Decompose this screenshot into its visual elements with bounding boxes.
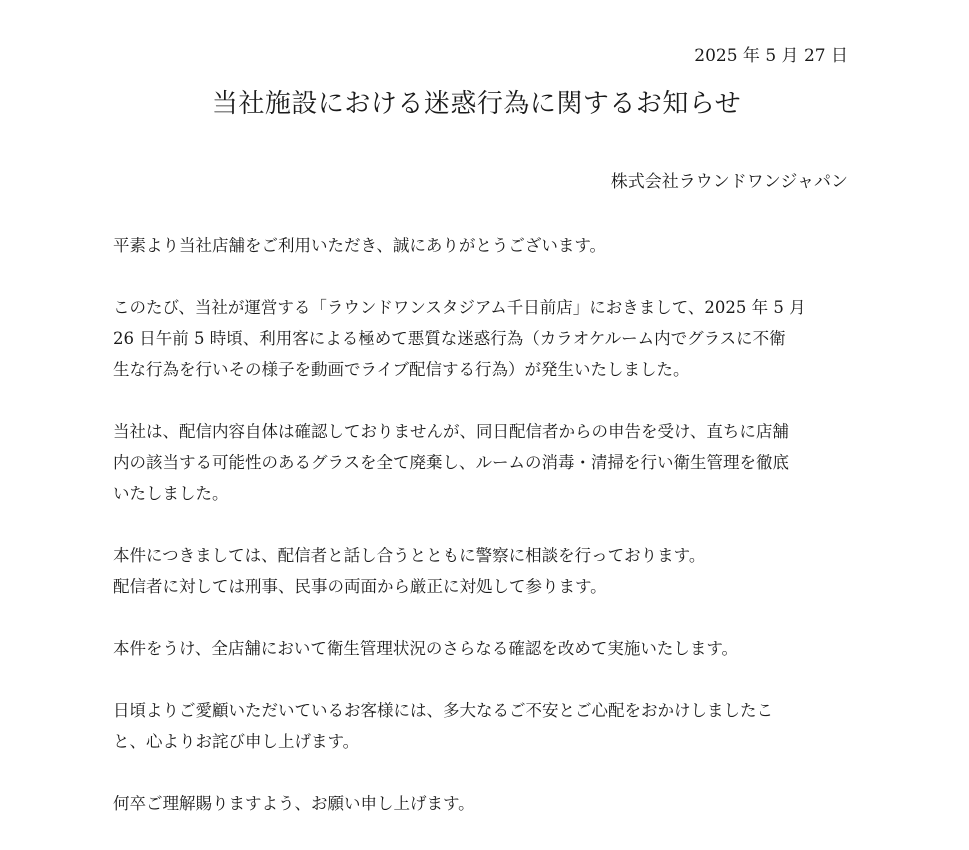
paragraph-response bbox=[113, 416, 858, 509]
text-line: 当社は、配信内容自体は確認しておりませんが、同日配信者からの申告を受け、直ちに店舗 bbox=[113, 422, 789, 441]
paragraph-legal bbox=[113, 540, 858, 602]
notice-title: 当社施設における迷惑行為に関するお知らせ bbox=[211, 89, 742, 119]
notice-date: 2025 年 5 月 27 日 bbox=[694, 46, 848, 66]
paragraph-incident bbox=[113, 292, 858, 385]
text-line: 生な行為を行いその様子を動画でライブ配信する行為）が発生いたしました。 bbox=[113, 360, 690, 379]
text-line: このたび、当社が運営する「ラウンドワンスタジアム千日前店」におきまして、2025 年 5 月 bbox=[113, 298, 806, 317]
paragraph-closing bbox=[113, 788, 858, 819]
text-line: 平素より当社店舗をご利用いただき、誠にありがとうございます。 bbox=[113, 236, 607, 255]
text-line: いたしました。 bbox=[113, 484, 229, 503]
text-line: 本件をうけ、全店舗において衛生管理状況のさらなる確認を改めて実施いたします。 bbox=[113, 639, 739, 658]
paragraph-apology bbox=[113, 695, 858, 757]
notice-body bbox=[113, 230, 858, 850]
text-line: 日頃よりご愛顧いただいているお客様には、多大なるご不安とご心配をおかけしましたこ bbox=[113, 701, 773, 720]
text-line: 何卒ご理解賜りますよう、お願い申し上げます。 bbox=[113, 794, 475, 813]
text-line: と、心よりお詫び申し上げます。 bbox=[113, 732, 360, 751]
text-line: 本件につきましては、配信者と話し合うとともに警察に相談を行っております。 bbox=[113, 546, 706, 565]
paragraph-greeting bbox=[113, 230, 858, 261]
text-line: 配信者に対しては刑事、民事の両面から厳正に対処して参ります。 bbox=[113, 577, 607, 596]
text-line: 内の該当する可能性のあるグラスを全て廃棄し、ルームの消毒・清掃を行い衛生管理を徹底 bbox=[113, 453, 790, 472]
text-line: 26 日午前 5 時頃、利用客による極めて悪質な迷惑行為（カラオケルーム内でグラスに不衛 bbox=[113, 329, 786, 348]
paragraph-hygiene bbox=[113, 633, 858, 664]
company-name: 株式会社ラウンドワンジャパン bbox=[610, 172, 848, 192]
